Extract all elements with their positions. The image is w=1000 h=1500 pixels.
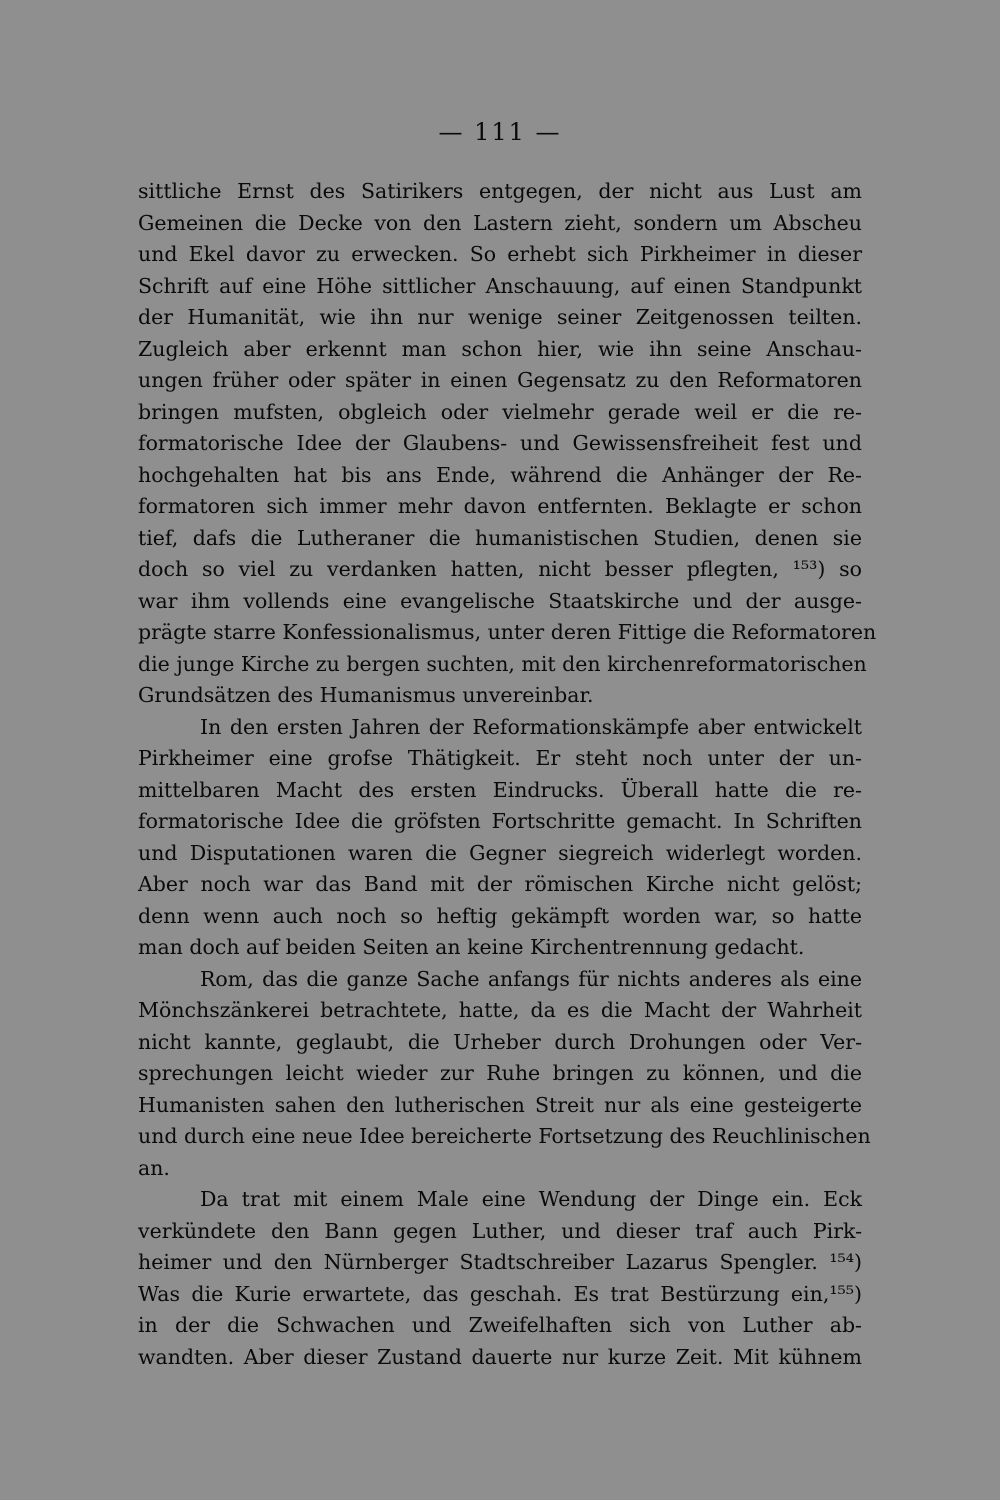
text-line: formatoren sich immer mehr davon entfernten. Beklagte er schon bbox=[138, 494, 862, 518]
text-line: Grundsätzen des Humanismus unvereinbar. bbox=[138, 683, 594, 707]
text-line: hochgehalten hat bis ans Ende, während die Anhänger der Re- bbox=[138, 462, 862, 487]
text-line: sprechungen leicht wieder zur Ruhe bringen zu können, und die bbox=[138, 1061, 862, 1085]
paragraph-first-line: Rom, das die ganze Sache anfangs für nichts anderes als eine bbox=[200, 966, 862, 991]
text-line: formatorische Idee der Glaubens- und Gewissensfreiheit fest und bbox=[138, 431, 862, 455]
text-line: Aber noch war das Band mit der römischen Kirche nicht gelöst; bbox=[138, 872, 862, 896]
text-line: Schrift auf eine Höhe sittlicher Anschauung, auf einen Standpunkt bbox=[138, 273, 862, 298]
page-number: — 111 — bbox=[438, 118, 562, 146]
text-line: prägte starre Konfessionalismus, unter deren Fittige die Reformatoren bbox=[138, 620, 877, 644]
text-line: man doch auf beiden Seiten an keine Kirchentrennung gedacht. bbox=[138, 935, 805, 959]
text-line: ungen früher oder später in einen Gegensatz zu den Reformatoren bbox=[138, 368, 862, 392]
text-line: Pirkheimer eine grofse Thätigkeit. Er steht noch unter der un- bbox=[138, 746, 862, 770]
text-line: verkündete den Bann gegen Luther, und dieser traf auch Pirk- bbox=[138, 1218, 862, 1243]
text-line: Gemeinen die Decke von den Lastern zieht, sondern um Abscheu bbox=[138, 210, 862, 235]
text-line: die junge Kirche zu bergen suchten, mit den kirchenreformatorischen bbox=[138, 651, 867, 676]
text-line: Was die Kurie erwartete, das geschah. Es trat Bestürzung ein,¹⁵⁵) bbox=[138, 1281, 862, 1306]
text-line: an. bbox=[138, 1155, 170, 1180]
text-line: sittliche Ernst des Satirikers entgegen, der nicht aus Lust am bbox=[138, 179, 862, 203]
text-line: wandten. Aber dieser Zustand dauerte nur kurze Zeit. Mit kühnem bbox=[138, 1344, 862, 1369]
text-line: Humanisten sahen den lutherischen Streit nur als eine gesteigerte bbox=[138, 1092, 862, 1117]
text-line: doch so viel zu verdanken hatten, nicht besser pflegten, ¹⁵³) so bbox=[138, 557, 862, 581]
text-line: denn wenn auch noch so heftig gekämpft worden war, so hatte bbox=[138, 903, 862, 928]
page-body-text bbox=[138, 176, 877, 1373]
text-line: bringen mufsten, obgleich oder vielmehr gerade weil er die re- bbox=[138, 399, 862, 424]
text-line: und durch eine neue Idee bereicherte Fortsetzung des Reuchlinischen bbox=[138, 1124, 871, 1148]
text-line: formatorische Idee die gröfsten Fortschritte gemacht. In Schriften bbox=[138, 809, 862, 833]
text-line: heimer und den Nürnberger Stadtschreiber Lazarus Spengler. ¹⁵⁴) bbox=[138, 1250, 862, 1274]
text-line: nicht kannte, geglaubt, die Urheber durch Drohungen oder Ver- bbox=[138, 1029, 862, 1054]
text-line: Mönchszänkerei betrachtete, hatte, da es die Macht der Wahrheit bbox=[138, 998, 862, 1022]
text-line: Zugleich aber erkennt man schon hier, wie ihn seine Anschau- bbox=[138, 336, 862, 361]
text-line: und Ekel davor zu erwecken. So erhebt sich Pirkheimer in dieser bbox=[138, 242, 862, 266]
paragraph-first-line: Da trat mit einem Male eine Wendung der Dinge ein. Eck bbox=[200, 1187, 862, 1211]
text-line: mittelbaren Macht des ersten Eindrucks. Überall hatte die re- bbox=[138, 777, 862, 802]
text-line: tief, dafs die Lutheraner die humanistischen Studien, denen sie bbox=[138, 525, 862, 550]
text-line: war ihm vollends eine evangelische Staatskirche und der ausge- bbox=[138, 588, 862, 613]
text-line: der Humanität, wie ihn nur wenige seiner Zeitgenossen teilten. bbox=[138, 305, 862, 329]
paragraph-first-line: In den ersten Jahren der Reformationskämpfe aber entwickelt bbox=[200, 714, 862, 739]
text-line: in der die Schwachen und Zweifelhaften sich von Luther ab- bbox=[138, 1313, 862, 1337]
text-line: und Disputationen waren die Gegner siegreich widerlegt worden. bbox=[138, 840, 862, 865]
